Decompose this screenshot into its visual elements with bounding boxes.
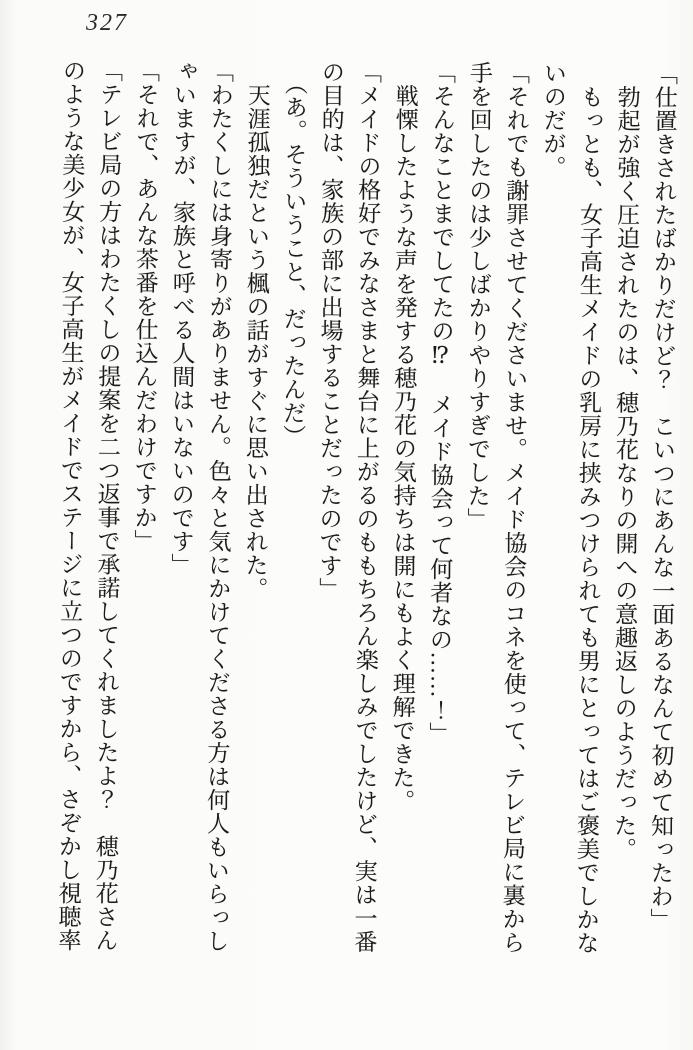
text-column-3: もっとも、女子高生メイドの乳房に挟みつけられても男にとってはご褒美でしかな	[573, 61, 604, 955]
text-column-8: 戦慄したような声を発する穂乃花の気持ちは開にもよく理解できた。	[389, 60, 419, 813]
text-column-16: 「テレビ局の方はわたくしの提案を二つ返事で承諾してくれましたよ？ 穂乃花さん	[92, 58, 123, 953]
text-column-17: のような美少女が、女子高生がメイドでステージに立つのですから、さぞかし視聴率	[55, 58, 86, 952]
text-column-12: 天涯孤独だという楓の話がすぐに思い出された。	[242, 59, 271, 601]
body-text	[49, 59, 683, 1000]
text-column-6: 手を回したのは少しばかりやりすぎでした」	[464, 60, 493, 531]
text-column-9: 「メイドの格好でみなさまと舞台に上がるのももちろん楽しみでしたけど、実は一番	[351, 60, 382, 954]
text-column-14: ゃいますが、家族と呼べる人間はいないのです」	[168, 59, 197, 577]
text-column-5: 「それでも謝罪させてくださいませ。メイド協会のコネを使って、テレビ局に裏から	[499, 61, 530, 955]
text-column-7: 「そんなことまでしてたの⁉ メイド協会って何者なの……！」	[426, 60, 456, 746]
text-column-4: いのだが。	[540, 61, 567, 179]
page-number: 327	[86, 10, 128, 36]
text-column-10: の目的は、家族の部に出場することだったのです」	[316, 60, 345, 601]
text-column-11: （あ。そういうこと、だったんだ）	[279, 59, 308, 449]
text-column-2: 勃起が強く圧迫されたのは、穂乃花なりの開への意趣返しのようだった。	[610, 61, 641, 861]
text-column-1: 「仕置きされたばかりだけど？ こいつにあんな一面あるなんて初めて知ったわ」	[647, 61, 678, 932]
text-column-15: 「それで、あんな茶番を仕込んだわけですか」	[131, 59, 160, 553]
text-column-13: 「わたくしには身寄りがありません。色々と気にかけてくださる方は何人もいらっし	[203, 59, 234, 953]
